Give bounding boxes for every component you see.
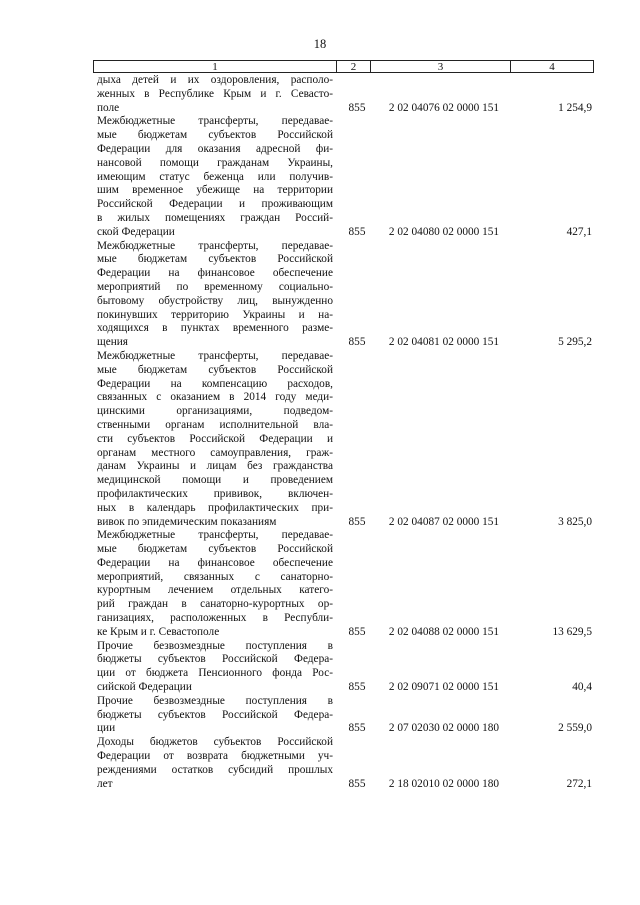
table-row xyxy=(97,736,595,791)
page-number: 18 xyxy=(313,37,327,51)
description-line: щения xyxy=(97,336,129,349)
description-line: вивок по эпидемическим показаниям xyxy=(97,515,277,528)
admin-code: 855 xyxy=(348,101,366,114)
table-row xyxy=(97,350,595,529)
description-line: Федерации от возврата бюджетными уч- xyxy=(97,750,333,763)
amount: 5 295,2 xyxy=(558,336,592,349)
description-line: лет xyxy=(97,777,113,790)
budget-code: 2 02 04080 02 0000 151 xyxy=(388,225,500,238)
budget-code: 2 02 04076 02 0000 151 xyxy=(388,101,500,114)
admin-code: 855 xyxy=(348,777,366,790)
description-line: Российской Федерации и проживающим xyxy=(97,198,333,211)
description-line: женных в Республике Крым и г. Севасто- xyxy=(97,87,333,100)
amount: 13 629,5 xyxy=(552,625,592,638)
row-description xyxy=(97,115,333,239)
description-line: Федерации на финансовое обеспечение xyxy=(97,556,333,569)
description-line: ходящихся в пунктах временного разме- xyxy=(97,322,333,335)
description-line: медицинской помощи и проведением xyxy=(97,474,333,487)
header-col-1: 1 xyxy=(94,61,337,72)
description-line: имеющим статус беженца или получив- xyxy=(97,170,333,183)
description-line: реждениями остатков субсидий прошлых xyxy=(97,763,333,776)
table-header xyxy=(93,60,594,73)
description-line: ции от бюджета Пенсионного фонда Рос- xyxy=(97,667,333,680)
admin-code: 855 xyxy=(348,515,366,528)
description-line: в жилых помещениях граждан Россий- xyxy=(97,211,333,224)
header-col-2: 2 xyxy=(337,61,371,72)
description-line: ственными органам исполнительной вла- xyxy=(97,418,333,431)
description-line: нансовой помощи гражданам Украины, xyxy=(97,156,333,169)
description-line: ных в календарь профилактических при- xyxy=(97,501,333,514)
description-line: Доходы бюджетов субъектов Российской xyxy=(97,736,333,749)
description-line: рий граждан в санаторно-курортных ор- xyxy=(97,598,333,611)
admin-code: 855 xyxy=(348,336,366,349)
amount: 40,4 xyxy=(572,681,592,694)
description-line: сти субъектов Российской Федерации и xyxy=(97,432,333,445)
budget-code: 2 02 04088 02 0000 151 xyxy=(388,625,500,638)
table-row xyxy=(97,74,595,115)
description-line: связанных с оказанием в 2014 году меди- xyxy=(97,391,333,404)
description-line: ской Федерации xyxy=(97,225,175,238)
description-line: Федерации на компенсацию расходов, xyxy=(97,377,333,390)
budget-code: 2 02 04087 02 0000 151 xyxy=(388,515,500,528)
amount: 2 559,0 xyxy=(558,722,592,735)
row-description xyxy=(97,240,333,350)
table-row xyxy=(97,240,595,350)
header-col-4: 4 xyxy=(549,61,555,73)
description-line: данам Украины и лицам без гражданства xyxy=(97,460,333,473)
description-line: шим временное убежище на территории xyxy=(97,184,333,197)
description-line: Межбюджетные трансферты, передавае- xyxy=(97,115,333,128)
description-line: Межбюджетные трансферты, передавае- xyxy=(97,529,333,542)
budget-code: 2 07 02030 02 0000 180 xyxy=(388,722,500,735)
description-line: сийской Федерации xyxy=(97,681,192,694)
description-line: мероприятий по временному социально- xyxy=(97,280,333,293)
description-line: ганизациях, расположенных в Республи- xyxy=(97,612,333,625)
description-line: Межбюджетные трансферты, передавае- xyxy=(97,349,333,362)
admin-code: 855 xyxy=(348,625,366,638)
description-line: мые бюджетам субъектов Российской xyxy=(97,543,333,556)
amount: 1 254,9 xyxy=(558,101,592,114)
row-description xyxy=(97,529,333,639)
description-line: Федерации на финансовое обеспечение xyxy=(97,267,333,280)
description-line: цинскими организациями, подведом- xyxy=(97,405,333,418)
description-line: Межбюджетные трансферты, передавае- xyxy=(97,239,333,252)
table-row xyxy=(97,529,595,639)
admin-code: 855 xyxy=(348,722,366,735)
description-line: Прочие безвозмездные поступления в xyxy=(97,694,333,707)
budget-code: 2 18 02010 02 0000 180 xyxy=(388,777,500,790)
description-line: поле xyxy=(97,101,120,114)
header-col-3: 3 xyxy=(371,61,511,72)
budget-code: 2 02 04081 02 0000 151 xyxy=(388,336,500,349)
budget-code: 2 02 09071 02 0000 151 xyxy=(388,681,500,694)
table-row xyxy=(97,115,595,239)
description-line: мые бюджетам субъектов Российской xyxy=(97,129,333,142)
description-line: дыха детей и их оздоровления, располо- xyxy=(97,74,333,86)
description-line: профилактических прививок, включен- xyxy=(97,487,333,500)
description-line: мые бюджетам субъектов Российской xyxy=(97,253,333,266)
description-line: курортным лечением отдельных катего- xyxy=(97,584,333,597)
description-line: Федерации для оказания адресной фи- xyxy=(97,142,333,155)
amount: 272,1 xyxy=(566,777,592,790)
admin-code: 855 xyxy=(348,681,366,694)
amount: 3 825,0 xyxy=(558,515,592,528)
table-row xyxy=(97,695,595,736)
row-description xyxy=(97,350,333,529)
description-line: ции xyxy=(97,722,116,735)
description-line: Прочие безвозмездные поступления в xyxy=(97,639,333,652)
amount: 427,1 xyxy=(566,225,592,238)
description-line: бюджеты субъектов Российской Федера- xyxy=(97,708,333,721)
description-line: покинувших территорию Украины и на- xyxy=(97,308,333,321)
description-line: ке Крым и г. Севастополе xyxy=(97,625,220,638)
description-line: мероприятий, связанных с санаторно- xyxy=(97,570,333,583)
table-body xyxy=(97,74,595,791)
description-line: органам местного самоуправления, граж- xyxy=(97,446,333,459)
admin-code: 855 xyxy=(348,225,366,238)
description-line: бюджеты субъектов Российской Федера- xyxy=(97,653,333,666)
table-row xyxy=(97,640,595,695)
description-line: бытовому обустройству лиц, вынужденно xyxy=(97,294,333,307)
description-line: мые бюджетам субъектов Российской xyxy=(97,363,333,376)
